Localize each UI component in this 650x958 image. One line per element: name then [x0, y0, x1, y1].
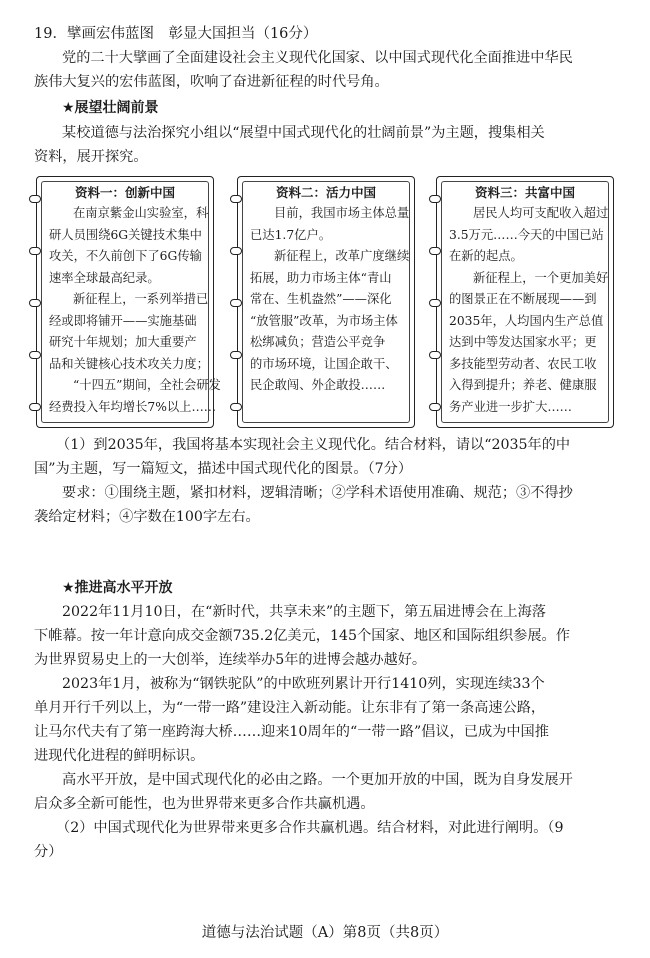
p1-line-2: 下帷幕。按一年计意向成交金额735.2亿美元，145个国家、地区和国际组织参展。作 — [34, 628, 570, 644]
binder-ring — [230, 299, 242, 307]
card-vitality — [237, 176, 415, 428]
requirements-line-2: 袭给定材料；④字数在100字左右。 — [34, 509, 260, 525]
card-line: 民企敢闯、外企敢投…… — [250, 378, 386, 392]
card-line: 速率全球最高纪录。 — [49, 270, 160, 285]
p2-line-1: 2023年1月，被称为“钢铁驼队”的中欧班列累计开行1410列，实现连续33个 — [62, 676, 545, 692]
card-line: “十四五”期间，全社会研发 — [73, 378, 221, 392]
q2-line-1: （2）中国式现代化为世界带来更多合作共赢机遇。结合材料，对此进行阐明。（9 — [56, 820, 564, 836]
intro-line-2: 族伟大复兴的宏伟蓝图，吹响了奋进新征程的时代号角。 — [34, 74, 389, 90]
card-line: 品和关键核心技术攻关力度； — [49, 356, 209, 371]
card-line: 拓展，助力市场主体“青山 — [250, 270, 392, 285]
card-line: 已达1.7亿户。 — [250, 227, 332, 242]
binder-ring — [230, 247, 242, 255]
p3-line-1: 高水平开放，是中国式现代化的必由之路。一个更加开放的中国，既为自身发展开 — [62, 772, 573, 788]
card-title: 资料三：共富中国 — [474, 185, 575, 200]
binder-ring — [230, 195, 242, 203]
intro-line-1: 党的二十大擘画了全面建设社会主义现代化国家、以中国式现代化全面推进中华民 — [62, 50, 573, 66]
card-title: 资料一：创新中国 — [74, 185, 175, 200]
section1-text-2: 资料，展开探究。 — [34, 149, 148, 165]
q1-line-2: 国”为主题，写一篇短文，描述中国式现代化的图景。（7分） — [34, 461, 413, 477]
card-line: 的图景正在不断展现——到 — [449, 292, 597, 306]
binder-ring — [29, 403, 41, 411]
card-line: 经或即将铺开——实施基础 — [49, 313, 197, 328]
section1-text-1: 某校道德与法治探究小组以“展望中国式现代化的壮阔前景”为主题，搜集相关 — [62, 125, 545, 141]
card-line: 新征程上，一个更加美好 — [473, 270, 609, 285]
card-line: 的市场环境，让国企敢干、 — [250, 356, 398, 371]
card-line: 务产业进一步扩大…… — [449, 399, 572, 414]
binder-ring — [29, 351, 41, 359]
card-line: 常在、生机盎然”——深化 — [250, 292, 392, 306]
binder-ring — [29, 247, 41, 255]
card-line: 达到中等发达国家水平；更 — [449, 335, 597, 349]
binder-ring — [429, 299, 441, 307]
card-innovation — [36, 176, 221, 428]
section-heading-opening: ★推进高水平开放 — [62, 580, 173, 596]
p2-line-4: 进现代化进程的鲜明标识。 — [34, 748, 205, 764]
p1-line-3: 为世界贸易史上的一大创举，连续举办5年的进博会越办越好。 — [34, 652, 427, 668]
q1-line-1: （1）到2035年，我国将基本实现社会主义现代化。结合材料，请以“2035年的中 — [56, 437, 571, 453]
p2-line-2: 单月开行千列以上，为“一带一路”建设注入新动能。让东非有了第一条高速公路， — [34, 700, 546, 716]
card-line: 2035年，人均国内生产总值 — [449, 313, 604, 328]
question-title: 19．擘画宏伟蓝图 彰显大国担当（16分） — [34, 26, 318, 42]
section-heading-prospects: ★展望壮阔前景 — [62, 100, 159, 116]
card-line: 新征程上，改革广度继续 — [274, 249, 410, 263]
card-line: 居民人均可支配收入超过 — [473, 206, 609, 220]
binder-ring — [230, 351, 242, 359]
binder-ring — [230, 403, 242, 411]
q2-line-2: 分） — [34, 844, 63, 860]
card-prosperity — [436, 176, 614, 428]
card-line: 研人员围绕6G关键技术集中 — [49, 227, 202, 242]
card-line: 攻关，不久前创下了6G传输 — [49, 249, 202, 263]
card-line: 目前，我国市场主体总量 — [274, 206, 410, 220]
binder-ring — [429, 403, 441, 411]
p1-line-1: 2022年11月10日，在“新时代，共享未来”的主题下，第五届进博会在上海落 — [62, 604, 546, 620]
binder-ring — [429, 195, 441, 203]
card-line: 经费投入年均增长7%以上…… — [49, 399, 217, 414]
p3-line-2: 启众多全新可能性，也为世界带来更多合作共赢机遇。 — [34, 796, 375, 812]
card-line: 松绑减负；营造公平竞争 — [250, 335, 386, 349]
card-line: 在新的起点。 — [449, 249, 523, 263]
card-title: 资料二：活力中国 — [275, 185, 376, 200]
page-footer: 道德与法治试题（A）第8页（共8页） — [201, 925, 449, 941]
binder-ring — [429, 247, 441, 255]
p2-line-3: 让马尔代夫有了第一座跨海大桥……迎来10周年的“一带一路”倡议，已成为中国推 — [34, 724, 549, 740]
card-line: 研究十年规划；加大重要产 — [49, 335, 197, 349]
card-line: 多技能型劳动者、农民工收 — [449, 356, 597, 371]
binder-ring — [429, 351, 441, 359]
requirements-line-1: 要求：①围绕主题，紧扣材料，逻辑清晰；②学科术语使用准确、规范；③不得抄 — [62, 485, 573, 501]
card-line: 入得到提升；养老、健康服 — [449, 378, 597, 392]
binder-ring — [29, 299, 41, 307]
card-line: 新征程上，一系列举措已 — [73, 292, 209, 306]
card-line: 在南京紫金山实验室，科 — [73, 206, 209, 220]
card-line: 3.5万元……今天的中国已站 — [449, 227, 604, 242]
binder-ring — [29, 195, 41, 203]
card-line: “放管服”改革，为市场主体 — [250, 313, 398, 328]
